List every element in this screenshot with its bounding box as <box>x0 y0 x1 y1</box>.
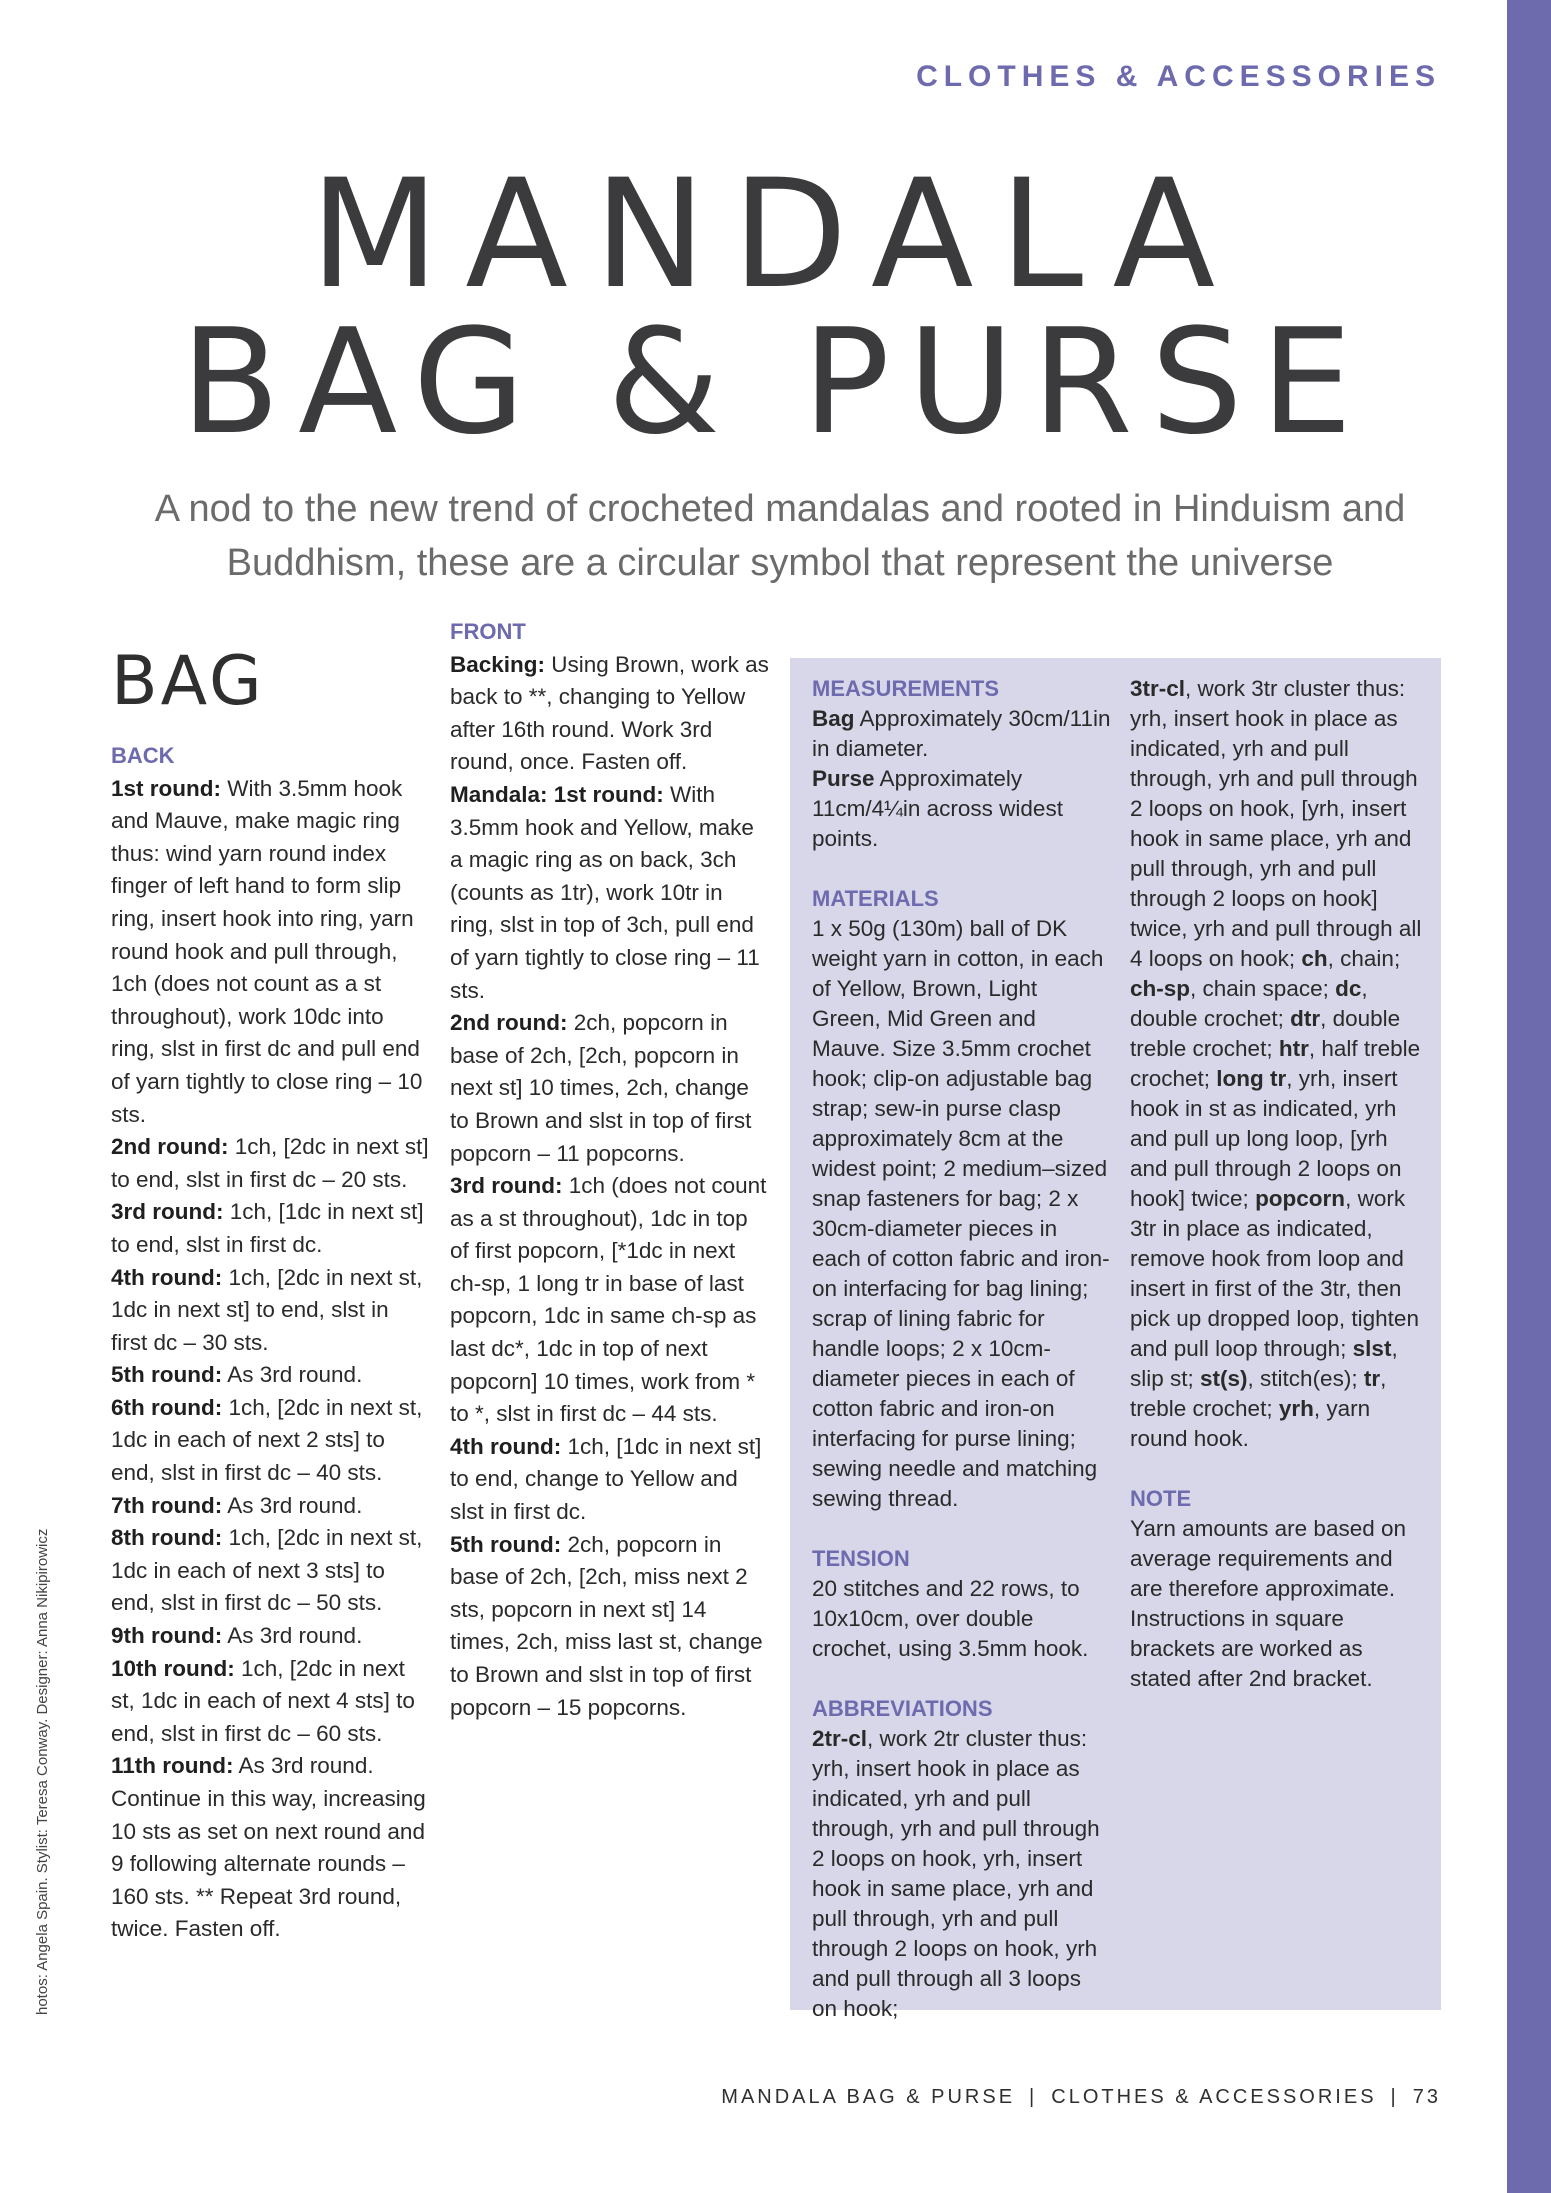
backing-paragraph <box>450 649 770 779</box>
round-text: As 3rd round. <box>222 1623 363 1649</box>
purse-measure-text: Approximately 11cm/4¼in across widest points. <box>812 766 1063 851</box>
bag-label: Bag <box>812 706 855 731</box>
bag-measurement <box>812 704 1112 764</box>
page-title-line1: MANDALA <box>309 148 1242 322</box>
column-2 <box>450 619 770 1724</box>
round-label: 1st round: <box>111 775 221 801</box>
abbr-term: dc <box>1335 976 1362 1001</box>
round-10 <box>111 1653 431 1751</box>
abbr-term: 2tr-cl <box>812 1726 868 1751</box>
page-footer <box>721 2086 1441 2109</box>
mandala-round-5 <box>450 1529 770 1725</box>
round-9 <box>111 1620 431 1653</box>
round-text: 1ch (does not count as a st throughout), 1dc in top of first popcorn, [*1dc in next ch-sp, 1 long tr in base of last popcorn, 1dc in same ch-sp as last dc*, 1dc in top of next popcorn] 10 times, work from * to *, slst in first dc – 44 sts. <box>450 1173 767 1427</box>
round-1 <box>111 773 431 1132</box>
abbr-def: , slip st; <box>1130 1336 1398 1391</box>
note-heading: NOTE <box>1130 1486 1192 1511</box>
abbr-def: , double treble crochet; <box>1130 1006 1401 1061</box>
mandala-round-1 <box>450 779 770 1007</box>
abbr-def: , work 3tr in place as indicated, remove hook from loop and insert in first of the 3tr, then pick up dropped loop, tighten and pull loop through; <box>1130 1186 1419 1361</box>
round-label: 8th round: <box>111 1525 223 1551</box>
round-label: 4th round: <box>111 1264 223 1290</box>
note-text: Yarn amounts are based on average requirements and are therefore approximate. Instructions in square brackets are worked as stated after 2nd bracket. <box>1130 1516 1407 1691</box>
abbr-term: long tr <box>1216 1066 1287 1091</box>
round-label: 5th round: <box>450 1531 562 1557</box>
abbr-term: tr <box>1363 1366 1381 1391</box>
round-label: 3rd round: <box>111 1199 224 1225</box>
round-label: 4th round: <box>450 1433 562 1459</box>
abbr-def: , work 2tr cluster thus: yrh, insert hook in place as indicated, yrh and pull through, yrh and pull through 2 loops on hook, yrh, insert hook in same place, yrh and pull through, yrh and pull through 2 loops on hook, yrh and pull through all 3 loops on hook; <box>812 1726 1100 2021</box>
abbr-term: ch-sp <box>1130 976 1191 1001</box>
round-label: 3rd round: <box>450 1173 563 1199</box>
abbr-term: popcorn <box>1255 1186 1346 1211</box>
abbr-term: 3tr-cl <box>1130 676 1186 701</box>
round-4 <box>111 1262 431 1360</box>
round-label: 6th round: <box>111 1394 223 1420</box>
footer-title: MANDALA BAG & PURSE <box>721 2086 1016 2108</box>
round-6 <box>111 1392 431 1490</box>
mandala-round-2 <box>450 1007 770 1170</box>
abbr-term: ch <box>1301 946 1328 971</box>
round-text: 1ch, [2dc in next st] to end, slst in first dc – 20 sts. <box>111 1134 429 1192</box>
abbr-def: , chain; <box>1327 946 1401 971</box>
section-label: CLOTHES & ACCESSORIES <box>916 60 1441 93</box>
round-text: 1ch, [2dc in next st, 1dc in each of next 4 sts] to end, slst in first dc – 60 sts. <box>111 1655 415 1746</box>
backing-label: Backing: <box>450 651 546 677</box>
abbr-term: htr <box>1278 1036 1309 1061</box>
round-text: With 3.5mm hook and Mauve, make magic ring thus: wind yarn round index finger of left hand to form slip ring, insert hook into ring, yarn round hook and pull through, 1ch (does not count as a st throughout), work 10dc into ring, slst in first dc and pull end of yarn tightly to close ring – 10 sts. <box>111 775 423 1127</box>
tension-heading: TENSION <box>812 1546 910 1571</box>
abbr-def: , double crochet; <box>1130 976 1368 1031</box>
abbr-def: , work 3tr cluster thus: yrh, insert hook in place as indicated, yrh and pull through, yrh and pull through 2 loops on hook, [yrh, insert hook in same place, yrh and pull through, yrh and pull through 2 loops on hook] twice, yrh and pull through all 4 loops on hook; <box>1130 676 1422 971</box>
round-label: 9th round: <box>111 1623 223 1649</box>
abbr-def: , yarn round hook. <box>1130 1396 1371 1451</box>
mandala-round-3 <box>450 1170 770 1431</box>
abbr-def: , treble crochet; <box>1130 1366 1387 1421</box>
measurements-heading: MEASUREMENTS <box>812 676 1000 701</box>
round-label: 10th round: <box>111 1655 235 1681</box>
purse-measurement <box>812 764 1112 854</box>
round-label: 11th round: <box>111 1753 234 1779</box>
back-heading: BACK <box>111 743 175 768</box>
bag-measure-text: Approximately 30cm/11in in diameter. <box>812 706 1111 761</box>
purse-label: Purse <box>812 766 875 791</box>
materials-heading: MATERIALS <box>812 886 939 911</box>
page-number: 73 <box>1412 2086 1441 2108</box>
photo-credit: hotos: Angela Spain. Stylist: Teresa Conway. Designer: Anna Nikipirowicz <box>34 1528 51 2015</box>
round-2 <box>111 1131 431 1196</box>
round-3 <box>111 1196 431 1261</box>
footer-separator: | <box>1390 2086 1399 2108</box>
round-text: 1ch, [2dc in next st, 1dc in each of next 3 sts] to end, slst in first dc – 50 sts. <box>111 1525 423 1616</box>
mandala-label: Mandala: 1st round: <box>450 781 664 807</box>
round-text: As 3rd round. Continue in this way, increasing 10 sts as set on next round and 9 following alternate rounds – 160 sts. ** Repeat 3rd round, twice. Fasten off. <box>111 1753 426 1942</box>
abbr-term: yrh <box>1278 1396 1314 1421</box>
abbreviation-2tr-cl <box>812 1724 1112 2024</box>
round-text: As 3rd round. <box>222 1492 363 1518</box>
round-8 <box>111 1522 431 1620</box>
materials-text: 1 x 50g (130m) ball of DK weight yarn in cotton, in each of Yellow, Brown, Light Green, Mid Green and Mauve. Size 3.5mm crochet hook; clip-on adjustable bag strap; sew-in purse clasp approximately 8cm at the widest point; 2 medium–sized snap fasteners for bag; 2 x 30cm-diameter pieces in each of cotton fabric and iron-on interfacing for bag lining; scrap of lining fabric for handle loops; 2 x 10cm-diameter pieces in each of cotton fabric and iron-on interfacing for purse lining; sewing needle and matching sewing thread. <box>812 916 1110 1511</box>
footer-section: CLOTHES & ACCESSORIES <box>1051 2086 1377 2108</box>
abbr-def: , chain space; <box>1190 976 1336 1001</box>
round-text: 1ch, [1dc in next st] to end, slst in first dc. <box>111 1199 424 1257</box>
panel-column-2 <box>1130 674 1430 1694</box>
column-1 <box>111 642 431 1946</box>
round-label: 2nd round: <box>450 1010 568 1036</box>
abbr-term: dtr <box>1290 1006 1321 1031</box>
round-text: As 3rd round. <box>222 1362 363 1388</box>
round-11 <box>111 1750 431 1946</box>
mandala-round-4 <box>450 1431 770 1529</box>
round-label: 7th round: <box>111 1492 223 1518</box>
abbreviation-list <box>1130 674 1430 1454</box>
abbr-def: , half treble crochet; <box>1130 1036 1421 1091</box>
mandala-text: With 3.5mm hook and Yellow, make a magic ring as on back, 3ch (counts as 1tr), work 10tr in ring, slst in top of 3ch, pull end of yarn tightly to close ring – 11 sts. <box>450 781 760 1003</box>
backing-text: Using Brown, work as back to **, changing to Yellow after 16th round. Work 3rd round, once. Fasten off. <box>450 651 769 775</box>
round-text: 1ch, [2dc in next st, 1dc in each of next 2 sts] to end, slst in first dc – 40 sts. <box>111 1394 423 1486</box>
panel-column-1 <box>812 674 1112 2024</box>
intro-text: A nod to the new trend of crocheted mandalas and rooted in Hinduism and Buddhism, these are a circular symbol that represent the universe <box>154 488 1406 584</box>
round-7 <box>111 1490 431 1523</box>
round-text: 1ch, [1dc in next st] to end, change to Yellow and slst in first dc. <box>450 1433 762 1525</box>
bag-heading: BAG <box>111 642 265 721</box>
round-text: 2ch, popcorn in base of 2ch, [2ch, popcorn in next st] 10 times, 2ch, change to Brown and slst in top of first popcorn – 11 popcorns. <box>450 1010 752 1166</box>
abbr-def: , yrh, insert hook in st as indicated, yrh and pull up long loop, [yrh and pull through 2 loops on hook] twice; <box>1130 1066 1402 1211</box>
round-label: 2nd round: <box>111 1134 229 1160</box>
page-title-line2: BAG & PURSE <box>180 298 1371 467</box>
abbreviations-heading: ABBREVIATIONS <box>812 1696 993 1721</box>
abbr-term: slst <box>1352 1336 1392 1361</box>
round-label: 5th round: <box>111 1362 223 1388</box>
round-text: 1ch, [2dc in next st, 1dc in next st] to end, slst in first dc – 30 sts. <box>111 1264 423 1355</box>
tension-text: 20 stitches and 22 rows, to 10x10cm, over double crochet, using 3.5mm hook. <box>812 1576 1089 1661</box>
front-heading: FRONT <box>450 619 526 644</box>
footer-separator: | <box>1029 2086 1038 2108</box>
round-text: 2ch, popcorn in base of 2ch, [2ch, miss next 2 sts, popcorn in next st] 14 times, 2ch, miss last st, change to Brown and slst in top of first popcorn – 15 popcorns. <box>450 1531 763 1720</box>
abbr-term: st(s) <box>1200 1366 1248 1391</box>
round-5 <box>111 1359 431 1392</box>
info-panel <box>790 658 1441 2021</box>
abbr-def: , stitch(es); <box>1247 1366 1364 1391</box>
